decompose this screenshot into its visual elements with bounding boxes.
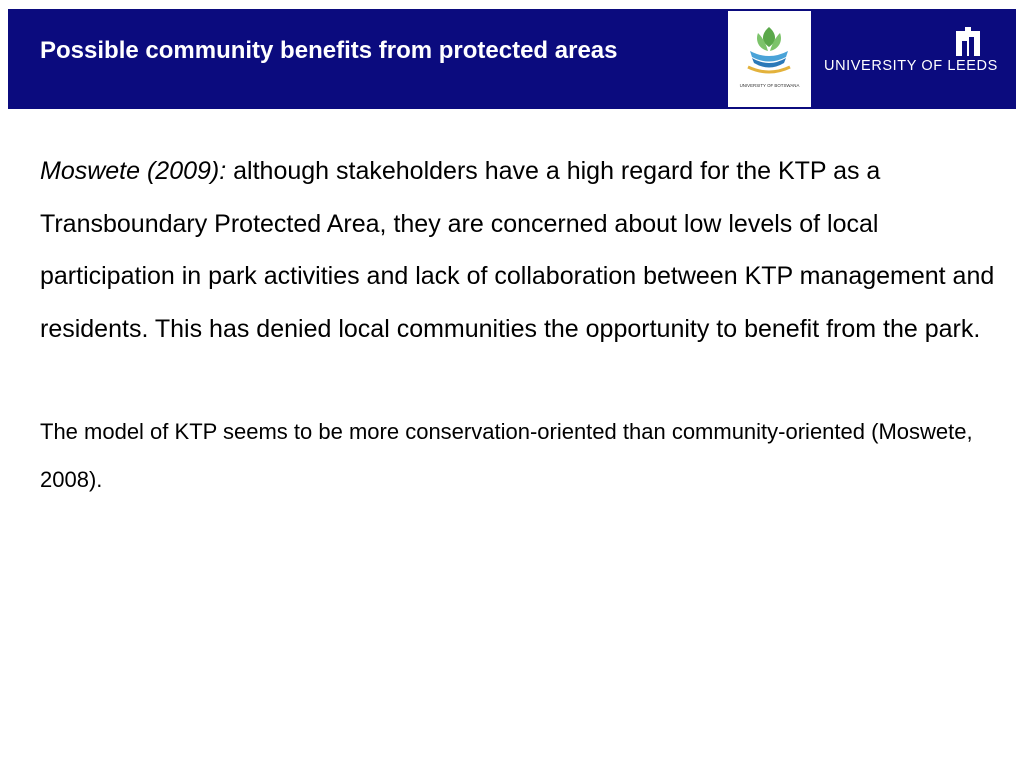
slide-header (8, 9, 1016, 109)
university-of-leeds-logo (824, 25, 998, 81)
slide-title: Possible community benefits from protected areas (40, 37, 618, 64)
body-paragraph-1 (40, 145, 1000, 355)
body-paragraph-2: The model of KTP seems to be more conservation-oriented than community-oriented (Moswete, 2008). (40, 419, 973, 492)
botswana-emblem-icon (728, 11, 811, 107)
leeds-crest-icon (954, 27, 982, 57)
citation-text: Moswete (2009): (40, 157, 227, 185)
slide-body (40, 145, 1000, 504)
botswana-caption: UNIVERSITY OF BOTSWANA (739, 83, 800, 88)
leeds-wordmark: UNIVERSITY OF LEEDS (824, 58, 998, 74)
university-of-botswana-logo (728, 11, 811, 107)
paragraph-1-text: although stakeholders have a high regard for the KTP as a Transboundary Protected Area, they are concerned about low levels of local participation in park activities and lack of collaboration between KTP management and residents. This has denied local communities the opportunity to benefit from the park. (40, 157, 995, 343)
